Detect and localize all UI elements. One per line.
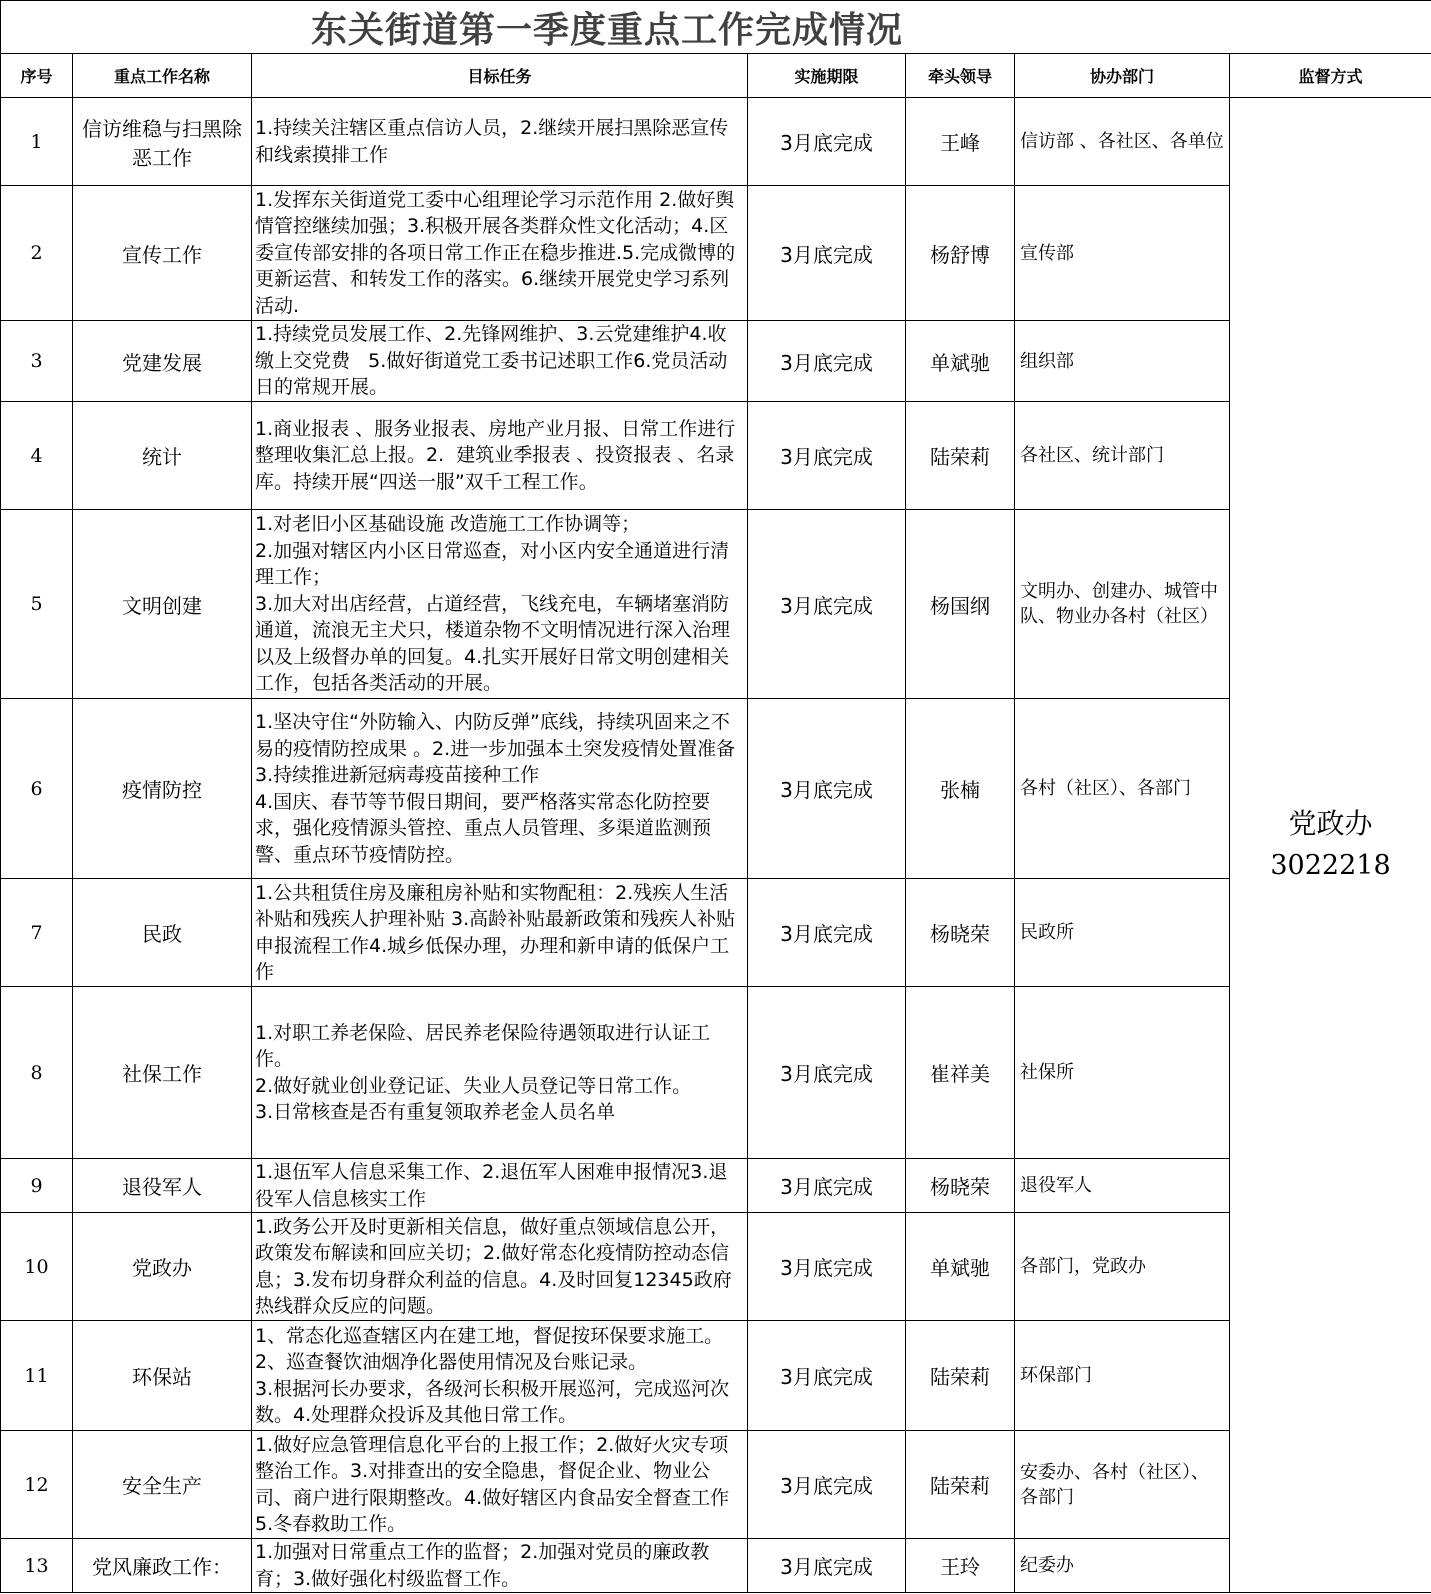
cell-supervision[interactable] bbox=[1230, 98, 1431, 1593]
cell-seq[interactable]: 11 bbox=[1, 1321, 73, 1431]
table-row bbox=[1, 1321, 1431, 1431]
cell-seq[interactable]: 2 bbox=[1, 186, 73, 321]
header-row bbox=[1, 54, 1431, 98]
cell-task[interactable]: 1.做好应急管理信息化平台的上报工作；2.做好火灾专项整治工作。3.对排查出的安全隐患，督促企业、物业公司、商户进行限期整改。4.做好辖区内食品安全督查工作 5.冬春救助工作。 bbox=[252, 1431, 748, 1539]
supervision-phone: 3022218 bbox=[1270, 850, 1391, 881]
cell-dept[interactable]: 退役军人 bbox=[1015, 1159, 1230, 1213]
cell-dept[interactable]: 环保部门 bbox=[1015, 1321, 1230, 1431]
cell-dept[interactable]: 各社区、统计部门 bbox=[1015, 402, 1230, 510]
cell-seq[interactable]: 7 bbox=[1, 879, 73, 987]
cell-deadline[interactable]: 3月底完成 bbox=[748, 402, 906, 510]
cell-name[interactable]: 党风廉政工作： bbox=[73, 1539, 252, 1593]
cell-dept[interactable]: 各部门，党政办 bbox=[1015, 1213, 1230, 1321]
cell-dept[interactable]: 民政所 bbox=[1015, 879, 1230, 987]
cell-name[interactable]: 退役军人 bbox=[73, 1159, 252, 1213]
cell-dept[interactable]: 文明办、创建办、城管中队、物业办各村（社区） bbox=[1015, 510, 1230, 699]
cell-task[interactable]: 1.政务公开及时更新相关信息，做好重点领域信息公开，政策发布解读和回应关切；2.做好常态化疫情防控动态信息；3.发布切身群众利益的信息。4.及时回复12345政府热线群众反应的问题。 bbox=[252, 1213, 748, 1321]
cell-deadline[interactable]: 3月底完成 bbox=[748, 1159, 906, 1213]
cell-deadline[interactable]: 3月底完成 bbox=[748, 1213, 906, 1321]
cell-name[interactable]: 疫情防控 bbox=[73, 699, 252, 879]
cell-deadline[interactable]: 3月底完成 bbox=[748, 1431, 906, 1539]
cell-task[interactable]: 1.对职工养老保险、居民养老保险待遇领取进行认证工作。 2.做好就业创业登记证、失业人员登记等日常工作。 3.日常核查是否有重复领取养老金人员名单 bbox=[252, 987, 748, 1159]
table-row bbox=[1, 987, 1431, 1159]
cell-leader[interactable]: 王玲 bbox=[906, 1539, 1015, 1593]
cell-name[interactable]: 环保站 bbox=[73, 1321, 252, 1431]
cell-deadline[interactable]: 3月底完成 bbox=[748, 879, 906, 987]
cell-dept[interactable]: 各村（社区）、各部门 bbox=[1015, 699, 1230, 879]
table-row bbox=[1, 186, 1431, 321]
table-row bbox=[1, 510, 1431, 699]
supervision-name: 党政办 bbox=[1288, 807, 1373, 840]
cell-dept[interactable]: 信访部 、各社区、各单位 bbox=[1015, 98, 1230, 186]
header-supervision[interactable]: 监督方式 bbox=[1230, 54, 1431, 98]
header-name[interactable]: 重点工作名称 bbox=[73, 54, 252, 98]
table-row bbox=[1, 1213, 1431, 1321]
cell-leader[interactable]: 单斌驰 bbox=[906, 1213, 1015, 1321]
cell-deadline[interactable]: 3月底完成 bbox=[748, 1321, 906, 1431]
cell-task[interactable]: 1.对老旧小区基础设施 改造施工工作协调等； 2.加强对辖区内小区日常巡查，对小区内安全通道进行清理工作； 3.加大对出店经营，占道经营，飞线充电，车辆堵塞消防通道，流浪无主犬只，楼道杂物不文明情况进行深入治理以及上级督办单的回复。4.扎实开展好日常文明创建相关工作，包括各类活动的开展。 bbox=[252, 510, 748, 699]
cell-name[interactable]: 宣传工作 bbox=[73, 186, 252, 321]
cell-deadline[interactable]: 3月底完成 bbox=[748, 1539, 906, 1593]
cell-name[interactable]: 民政 bbox=[73, 879, 252, 987]
table-row bbox=[1, 1431, 1431, 1539]
cell-task[interactable]: 1.持续关注辖区重点信访人员，2.继续开展扫黑除恶宣传和线索摸排工作 bbox=[252, 98, 748, 186]
cell-seq[interactable]: 3 bbox=[1, 321, 73, 402]
cell-dept[interactable]: 安委办、各村（社区）、各部门 bbox=[1015, 1431, 1230, 1539]
cell-deadline[interactable]: 3月底完成 bbox=[748, 98, 906, 186]
cell-task[interactable]: 1.退伍军人信息采集工作、2.退伍军人困难申报情况3.退役军人信息核实工作 bbox=[252, 1159, 748, 1213]
cell-name[interactable]: 安全生产 bbox=[73, 1431, 252, 1539]
cell-leader[interactable]: 陆荣莉 bbox=[906, 1321, 1015, 1431]
cell-leader[interactable]: 王峰 bbox=[906, 98, 1015, 186]
header-dept[interactable]: 协办部门 bbox=[1015, 54, 1230, 98]
cell-leader[interactable]: 杨晓荣 bbox=[906, 1159, 1015, 1213]
table-row bbox=[1, 321, 1431, 402]
cell-seq[interactable]: 6 bbox=[1, 699, 73, 879]
cell-seq[interactable]: 13 bbox=[1, 1539, 73, 1593]
cell-leader[interactable]: 杨国纲 bbox=[906, 510, 1015, 699]
cell-name[interactable]: 统计 bbox=[73, 402, 252, 510]
cell-task[interactable]: 1.坚决守住“外防输入、内防反弹”底线，持续巩固来之不易的疫情防控成果 。2.进一步加强本土突发疫情处置准备 3.持续推进新冠病毒疫苗接种工作 4.国庆、春节等节假日期间，要严格落实常态化防控要求，强化疫情源头管控、重点人员管理、多渠道监测预警、重点环节疫情防控。 bbox=[252, 699, 748, 879]
table-row bbox=[1, 699, 1431, 879]
cell-task[interactable]: 1、常态化巡查辖区内在建工地，督促按环保要求施工。2、巡查餐饮油烟净化器使用情况及台账记录。 3.根据河长办要求，各级河长积极开展巡河，完成巡河次数。4.处理群众投诉及其他日常工作。 bbox=[252, 1321, 748, 1431]
page-title[interactable]: 东关街道第一季度重点工作完成情况 bbox=[1, 1, 1431, 54]
cell-deadline[interactable]: 3月底完成 bbox=[748, 186, 906, 321]
header-seq[interactable]: 序号 bbox=[1, 54, 73, 98]
cell-leader[interactable]: 陆荣莉 bbox=[906, 402, 1015, 510]
cell-deadline[interactable]: 3月底完成 bbox=[748, 321, 906, 402]
cell-task[interactable]: 1.商业报表 、服务业报表、房地产业月报、日常工作进行整理收集汇总上报。2. 建筑业季报表 、投资报表 、名录库。持续开展“四送一服”双千工程工作。 bbox=[252, 402, 748, 510]
cell-leader[interactable]: 崔祥美 bbox=[906, 987, 1015, 1159]
cell-leader[interactable]: 陆荣莉 bbox=[906, 1431, 1015, 1539]
cell-name[interactable]: 文明创建 bbox=[73, 510, 252, 699]
cell-task[interactable]: 1.持续党员发展工作、2.先锋网维护、3.云党建维护4.收缴上交党费 5.做好街道党工委书记述职工作6.党员活动日的常规开展。 bbox=[252, 321, 748, 402]
cell-dept[interactable]: 纪委办 bbox=[1015, 1539, 1230, 1593]
table-row bbox=[1, 1159, 1431, 1213]
cell-dept[interactable]: 社保所 bbox=[1015, 987, 1230, 1159]
cell-leader[interactable]: 张楠 bbox=[906, 699, 1015, 879]
cell-deadline[interactable]: 3月底完成 bbox=[748, 987, 906, 1159]
cell-dept[interactable]: 宣传部 bbox=[1015, 186, 1230, 321]
cell-name[interactable]: 信访维稳与扫黑除恶工作 bbox=[73, 98, 252, 186]
cell-seq[interactable]: 5 bbox=[1, 510, 73, 699]
cell-name[interactable]: 党政办 bbox=[73, 1213, 252, 1321]
cell-seq[interactable]: 1 bbox=[1, 98, 73, 186]
cell-task[interactable]: 1.加强对日常重点工作的监督；2.加强对党员的廉政教育；3.做好强化村级监督工作。 bbox=[252, 1539, 748, 1593]
table-row bbox=[1, 879, 1431, 987]
cell-deadline[interactable]: 3月底完成 bbox=[748, 699, 906, 879]
cell-leader[interactable]: 杨晓荣 bbox=[906, 879, 1015, 987]
cell-leader[interactable]: 单斌驰 bbox=[906, 321, 1015, 402]
cell-deadline[interactable]: 3月底完成 bbox=[748, 510, 906, 699]
table-row bbox=[1, 98, 1431, 186]
cell-seq[interactable]: 9 bbox=[1, 1159, 73, 1213]
cell-leader[interactable]: 杨舒博 bbox=[906, 186, 1015, 321]
cell-task[interactable]: 1.公共租赁住房及廉租房补贴和实物配租：2.残疾人生活补贴和残疾人护理补贴 3.高龄补贴最新政策和残疾人补贴申报流程工作4.城乡低保办理，办理和新申请的低保户工作 bbox=[252, 879, 748, 987]
cell-name[interactable]: 党建发展 bbox=[73, 321, 252, 402]
title-row bbox=[1, 1, 1431, 54]
header-deadline[interactable]: 实施期限 bbox=[748, 54, 906, 98]
cell-name[interactable]: 社保工作 bbox=[73, 987, 252, 1159]
cell-seq[interactable]: 10 bbox=[1, 1213, 73, 1321]
cell-seq[interactable]: 8 bbox=[1, 987, 73, 1159]
table-row bbox=[1, 402, 1431, 510]
header-task[interactable]: 目标任务 bbox=[252, 54, 748, 98]
cell-dept[interactable]: 组织部 bbox=[1015, 321, 1230, 402]
cell-seq[interactable]: 4 bbox=[1, 402, 73, 510]
cell-task[interactable]: 1.发挥东关街道党工委中心组理论学习示范作用 2.做好舆情管控继续加强；3.积极开展各类群众性文化活动；4.区委宣传部安排的各项日常工作正在稳步推进.5.完成微博的更新运营、和转发工作的落实。6.继续开展党史学习系列活动. bbox=[252, 186, 748, 321]
table-row bbox=[1, 1539, 1431, 1593]
cell-seq[interactable]: 12 bbox=[1, 1431, 73, 1539]
header-leader[interactable]: 牵头领导 bbox=[906, 54, 1015, 98]
